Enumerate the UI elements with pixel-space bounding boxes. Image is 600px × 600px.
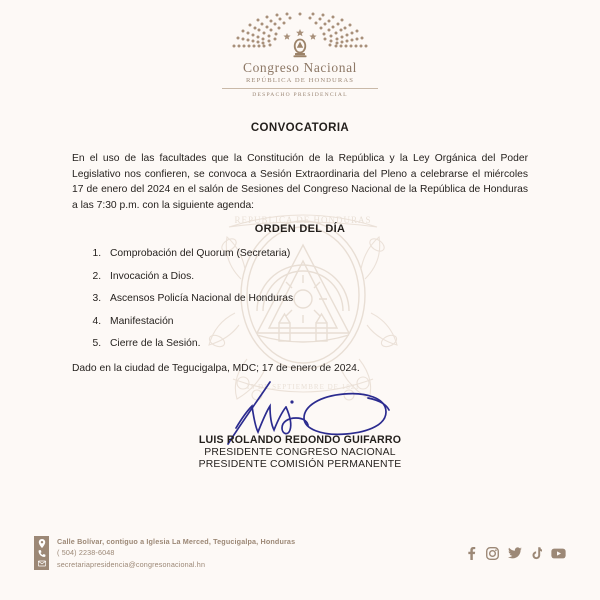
location-pin-icon xyxy=(38,539,46,548)
facebook-icon[interactable] xyxy=(466,547,477,560)
twitter-icon[interactable] xyxy=(508,547,522,559)
letterhead xyxy=(0,0,600,98)
document-title: CONVOCATORIA xyxy=(250,122,350,134)
document-paragraph: En el uso de las facultades que la Constitución de la República y la Ley Orgánica del Poder Legislativo nos confieren, se convoca a Sesión Extraordinaria del Pleno a celebrarse el miércoles 17 de enero del 2024 en el salón de Sesiones del Congreso Nacional de la República de Honduras a las 7:30 p.m. con la siguiente agenda: xyxy=(72,153,528,211)
document-body xyxy=(72,122,528,374)
congress-chamber-dots-icon xyxy=(225,12,375,58)
list-item: 1. Comprobación del Quorum (Secretaria) xyxy=(104,247,528,261)
letterhead-department: DESPACHO PRESIDENCIAL xyxy=(252,92,348,98)
letterhead-title: Congreso Nacional xyxy=(242,60,358,75)
signer-role-1: PRESIDENTE CONGRESO NACIONAL xyxy=(204,447,396,458)
svg-text:REPUBLICA DE HONDURAS: REPUBLICA DE HONDURAS xyxy=(234,215,372,225)
list-item: 2. Invocación a Dios. xyxy=(104,270,528,284)
list-item: 5. Cierre de la Sesión. xyxy=(104,337,528,351)
footer-address: Calle Bolívar, contiguo a Iglesia La Merced, Tegucigalpa, Honduras xyxy=(57,536,296,546)
instagram-icon[interactable] xyxy=(486,547,499,560)
letterhead-divider xyxy=(222,88,378,89)
svg-text:15 DE SEPTIEMBRE DE 1821: 15 DE SEPTIEMBRE DE 1821 xyxy=(246,383,360,391)
signer-role-2: PRESIDENTE COMISIÓN PERMANENTE xyxy=(198,459,402,470)
agenda-heading: ORDEN DEL DÍA xyxy=(254,223,346,235)
footer-contact xyxy=(34,536,466,571)
tiktok-icon[interactable] xyxy=(531,547,542,560)
phone-icon xyxy=(38,549,46,558)
footer-social-links xyxy=(466,547,566,560)
signer-lines xyxy=(0,434,600,470)
document-closing: Dado en la ciudad de Tegucigalpa, MDC; 17 de enero de 2024. xyxy=(72,363,360,374)
contact-icon-bar xyxy=(34,536,49,571)
agenda-list xyxy=(72,247,528,351)
contact-lines xyxy=(57,536,295,571)
signer-name: LUIS ROLANDO REDONDO GUIFARRO xyxy=(198,434,402,446)
footer-email[interactable]: secretariapresidencia@congresonacional.hn xyxy=(57,559,206,569)
youtube-icon[interactable] xyxy=(551,548,566,559)
letterhead-subtitle: REPÚBLICA DE HONDURAS xyxy=(245,77,355,84)
list-item: 4. Manifestación xyxy=(104,315,528,329)
footer xyxy=(0,528,600,578)
signature-block xyxy=(0,376,600,482)
list-item: 3. Ascensos Policía Nacional de Honduras xyxy=(104,292,528,306)
footer-phone[interactable]: ( 504) 2238-6048 xyxy=(57,548,115,558)
envelope-icon xyxy=(38,560,46,567)
